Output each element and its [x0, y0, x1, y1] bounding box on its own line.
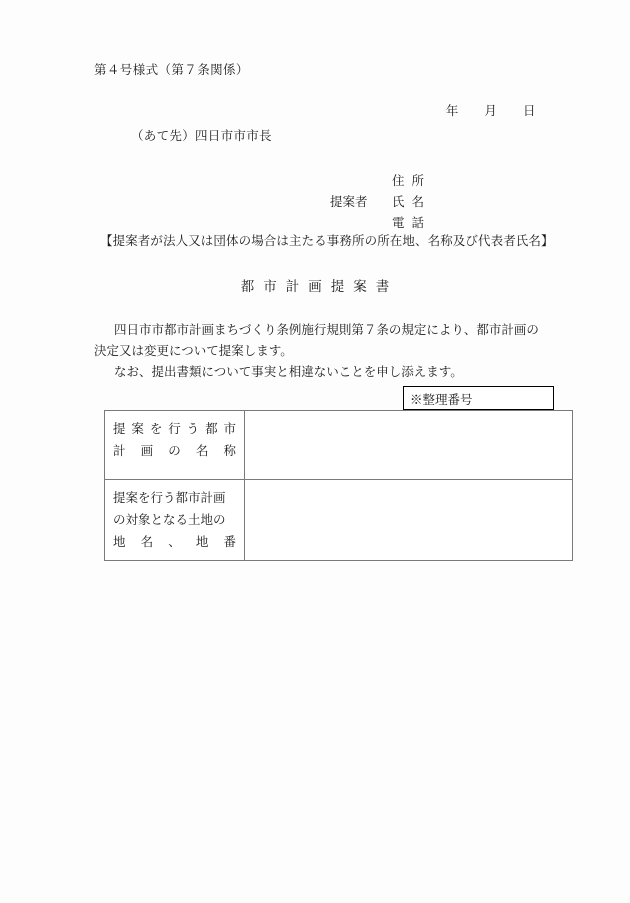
table-row-1-value[interactable] [245, 411, 573, 480]
table-row-2-label-line-2: の対象となる土地の [113, 512, 226, 527]
table-row-1-label [105, 411, 245, 480]
proposer-address-row [330, 170, 431, 191]
reference-number-label: ※整理番号 [410, 392, 473, 407]
corporate-proposer-note: 【提案者が法人又は団体の場合は主たる事務所の所在地、名称及び代表者氏名】 [100, 233, 554, 248]
body-paragraph-2: なお、提出書類について事実と相違ないことを申し添えます。 [114, 364, 463, 379]
proposer-prefix: 提案者 [330, 194, 368, 209]
proposer-name-label: 氏名 [392, 194, 432, 209]
form-number: 第４号様式（第７条関係） [94, 62, 249, 77]
addressee-line: （あて先）四日市市市長 [131, 128, 272, 143]
table-row [105, 480, 573, 561]
proposal-table [104, 410, 573, 561]
date-day-label: 日 [522, 103, 536, 118]
date-line [430, 86, 535, 134]
body-text [94, 319, 542, 382]
table-row-1-label-line-2: 計画の名称 [113, 443, 236, 458]
date-month-label: 月 [484, 103, 497, 118]
date-year-label: 年 [445, 103, 459, 118]
page-title: 都市計画提案書 [240, 279, 399, 295]
body-paragraph-1: 四日市市都市計画まちづくり条例施行規則第７条の規定により、都市計画の決定又は変更について提案します。 [94, 322, 539, 358]
table-row-2-value[interactable] [245, 480, 573, 561]
table-row [105, 411, 573, 480]
table-row-2-label-line-1: 提案を行う都市計画 [113, 490, 226, 505]
table-row-2-label-line-3: 地名、地番 [113, 534, 236, 549]
proposer-phone-row [330, 212, 431, 233]
proposer-phone-label: 電話 [392, 215, 432, 230]
reference-number-box[interactable] [403, 386, 554, 410]
proposer-address-label: 住所 [392, 173, 432, 188]
table-row-1-label-line-1: 提案を行う都市 [113, 421, 236, 436]
table-row-2-label [105, 480, 245, 561]
proposer-name-row [330, 191, 431, 212]
proposer-block [330, 170, 431, 233]
